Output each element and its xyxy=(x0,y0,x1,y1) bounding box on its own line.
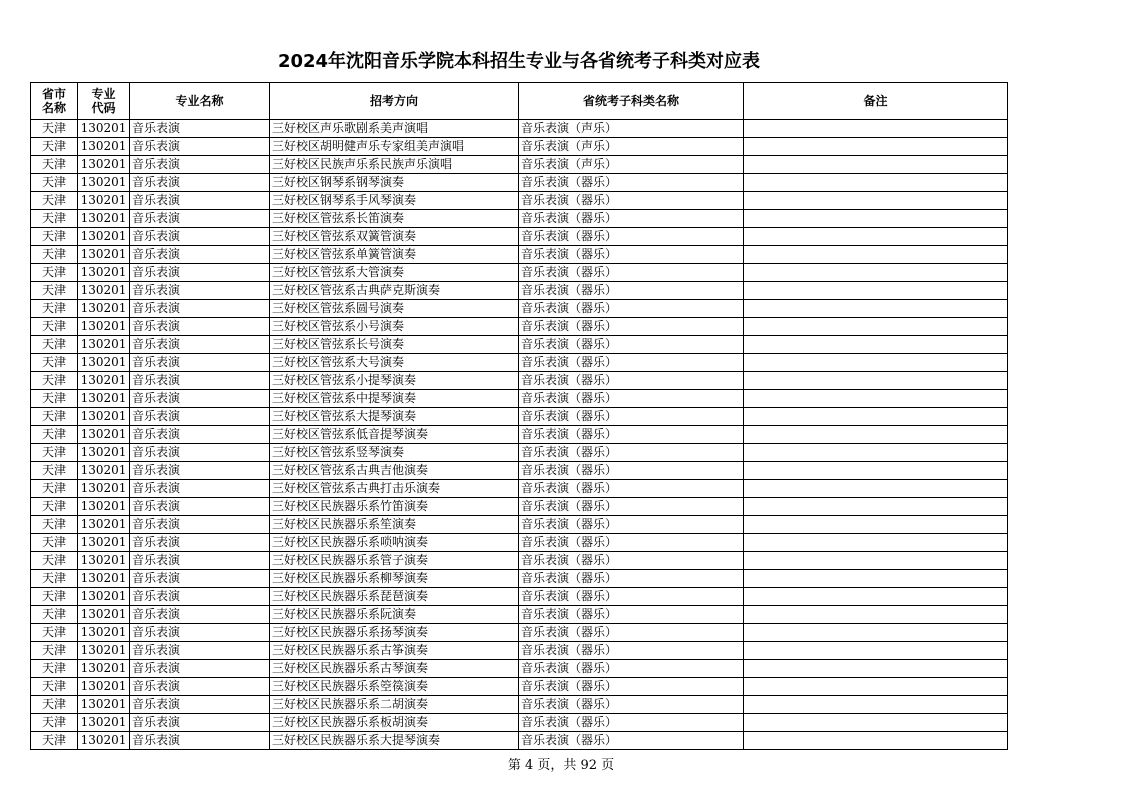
cell-category: 音乐表演（器乐） xyxy=(519,246,744,264)
cell-remark xyxy=(744,660,1008,678)
table-row xyxy=(31,174,1008,192)
cell-province: 天津 xyxy=(31,444,78,462)
cell-code: 130201 xyxy=(78,156,130,174)
cell-direction: 三好校区管弦系竖琴演奏 xyxy=(270,444,519,462)
cell-code: 130201 xyxy=(78,318,130,336)
table-row xyxy=(31,570,1008,588)
cell-direction: 三好校区管弦系双簧管演奏 xyxy=(270,228,519,246)
cell-major: 音乐表演 xyxy=(130,174,270,192)
cell-remark xyxy=(744,174,1008,192)
cell-province: 天津 xyxy=(31,678,78,696)
cell-direction: 三好校区钢琴系手风琴演奏 xyxy=(270,192,519,210)
table-row xyxy=(31,228,1008,246)
cell-code: 130201 xyxy=(78,426,130,444)
cell-major: 音乐表演 xyxy=(130,282,270,300)
cell-category: 音乐表演（器乐） xyxy=(519,282,744,300)
cell-major: 音乐表演 xyxy=(130,426,270,444)
cell-category: 音乐表演（器乐） xyxy=(519,480,744,498)
cell-direction: 三好校区管弦系小号演奏 xyxy=(270,318,519,336)
cell-category: 音乐表演（器乐） xyxy=(519,678,744,696)
cell-remark xyxy=(744,588,1008,606)
cell-direction: 三好校区管弦系大管演奏 xyxy=(270,264,519,282)
cell-remark xyxy=(744,282,1008,300)
table-row xyxy=(31,552,1008,570)
cell-major: 音乐表演 xyxy=(130,228,270,246)
cell-category: 音乐表演（器乐） xyxy=(519,228,744,246)
cell-direction: 三好校区管弦系长笛演奏 xyxy=(270,210,519,228)
table-row xyxy=(31,642,1008,660)
cell-province: 天津 xyxy=(31,210,78,228)
cell-remark xyxy=(744,444,1008,462)
cell-remark xyxy=(744,696,1008,714)
cell-direction: 三好校区民族器乐系板胡演奏 xyxy=(270,714,519,732)
cell-major: 音乐表演 xyxy=(130,696,270,714)
table-row xyxy=(31,300,1008,318)
cell-province: 天津 xyxy=(31,516,78,534)
cell-category: 音乐表演（器乐） xyxy=(519,498,744,516)
page-footer: 第 4 页，共 92 页 xyxy=(507,758,615,773)
cell-province: 天津 xyxy=(31,318,78,336)
cell-province: 天津 xyxy=(31,300,78,318)
cell-major: 音乐表演 xyxy=(130,714,270,732)
cell-major: 音乐表演 xyxy=(130,408,270,426)
cell-remark xyxy=(744,714,1008,732)
table-row xyxy=(31,192,1008,210)
cell-remark xyxy=(744,516,1008,534)
cell-major: 音乐表演 xyxy=(130,354,270,372)
cell-remark xyxy=(744,246,1008,264)
cell-major: 音乐表演 xyxy=(130,606,270,624)
table-row xyxy=(31,444,1008,462)
cell-category: 音乐表演（声乐） xyxy=(519,138,744,156)
cell-direction: 三好校区民族器乐系古琴演奏 xyxy=(270,660,519,678)
cell-province: 天津 xyxy=(31,192,78,210)
cell-major: 音乐表演 xyxy=(130,246,270,264)
cell-code: 130201 xyxy=(78,516,130,534)
cell-code: 130201 xyxy=(78,570,130,588)
cell-remark xyxy=(744,336,1008,354)
table-row xyxy=(31,354,1008,372)
table-row xyxy=(31,498,1008,516)
cell-code: 130201 xyxy=(78,372,130,390)
cell-direction: 三好校区民族器乐系柳琴演奏 xyxy=(270,570,519,588)
cell-direction: 三好校区管弦系长号演奏 xyxy=(270,336,519,354)
cell-direction: 三好校区管弦系古典吉他演奏 xyxy=(270,462,519,480)
cell-direction: 三好校区管弦系低音提琴演奏 xyxy=(270,426,519,444)
cell-category: 音乐表演（器乐） xyxy=(519,426,744,444)
cell-remark xyxy=(744,480,1008,498)
cell-code: 130201 xyxy=(78,408,130,426)
cell-remark xyxy=(744,192,1008,210)
cell-code: 130201 xyxy=(78,624,130,642)
cell-category: 音乐表演（器乐） xyxy=(519,570,744,588)
cell-code: 130201 xyxy=(78,192,130,210)
cell-major: 音乐表演 xyxy=(130,192,270,210)
header-category: 省统考子科类名称 xyxy=(519,83,744,120)
admission-table xyxy=(30,82,1008,750)
cell-direction: 三好校区胡明健声乐专家组美声演唱 xyxy=(270,138,519,156)
cell-direction: 三好校区民族器乐系二胡演奏 xyxy=(270,696,519,714)
cell-remark xyxy=(744,552,1008,570)
cell-province: 天津 xyxy=(31,264,78,282)
cell-major: 音乐表演 xyxy=(130,498,270,516)
table-row xyxy=(31,138,1008,156)
table-row xyxy=(31,588,1008,606)
cell-province: 天津 xyxy=(31,534,78,552)
cell-code: 130201 xyxy=(78,138,130,156)
table-row xyxy=(31,336,1008,354)
cell-province: 天津 xyxy=(31,588,78,606)
header-code-line2: 代码 xyxy=(91,101,116,115)
table-row xyxy=(31,264,1008,282)
cell-major: 音乐表演 xyxy=(130,210,270,228)
header-province-line2: 名称 xyxy=(41,101,66,115)
cell-direction: 三好校区管弦系大号演奏 xyxy=(270,354,519,372)
cell-province: 天津 xyxy=(31,336,78,354)
table-row xyxy=(31,462,1008,480)
header-province-line1: 省市 xyxy=(41,87,66,101)
header-direction: 招考方向 xyxy=(270,83,519,120)
cell-direction: 三好校区管弦系大提琴演奏 xyxy=(270,408,519,426)
cell-direction: 三好校区管弦系圆号演奏 xyxy=(270,300,519,318)
table-row xyxy=(31,696,1008,714)
cell-major: 音乐表演 xyxy=(130,336,270,354)
cell-code: 130201 xyxy=(78,462,130,480)
cell-major: 音乐表演 xyxy=(130,570,270,588)
cell-code: 130201 xyxy=(78,120,130,138)
cell-major: 音乐表演 xyxy=(130,138,270,156)
header-province xyxy=(31,83,78,120)
cell-remark xyxy=(744,318,1008,336)
table-row xyxy=(31,516,1008,534)
cell-category: 音乐表演（器乐） xyxy=(519,354,744,372)
cell-remark xyxy=(744,264,1008,282)
cell-code: 130201 xyxy=(78,696,130,714)
cell-category: 音乐表演（器乐） xyxy=(519,624,744,642)
cell-code: 130201 xyxy=(78,498,130,516)
cell-province: 天津 xyxy=(31,714,78,732)
cell-category: 音乐表演（器乐） xyxy=(519,696,744,714)
cell-major: 音乐表演 xyxy=(130,264,270,282)
cell-direction: 三好校区声乐歌剧系美声演唱 xyxy=(270,120,519,138)
cell-province: 天津 xyxy=(31,372,78,390)
cell-category: 音乐表演（器乐） xyxy=(519,732,744,750)
table-row xyxy=(31,732,1008,750)
cell-direction: 三好校区管弦系古典萨克斯演奏 xyxy=(270,282,519,300)
cell-direction: 三好校区民族器乐系箜篌演奏 xyxy=(270,678,519,696)
cell-major: 音乐表演 xyxy=(130,444,270,462)
cell-major: 音乐表演 xyxy=(130,390,270,408)
cell-major: 音乐表演 xyxy=(130,516,270,534)
table-row xyxy=(31,426,1008,444)
cell-direction: 三好校区管弦系中提琴演奏 xyxy=(270,390,519,408)
header-code xyxy=(78,83,130,120)
cell-category: 音乐表演（器乐） xyxy=(519,264,744,282)
cell-province: 天津 xyxy=(31,174,78,192)
cell-category: 音乐表演（器乐） xyxy=(519,174,744,192)
cell-category: 音乐表演（器乐） xyxy=(519,318,744,336)
cell-remark xyxy=(744,462,1008,480)
cell-major: 音乐表演 xyxy=(130,372,270,390)
cell-remark xyxy=(744,426,1008,444)
cell-code: 130201 xyxy=(78,642,130,660)
cell-remark xyxy=(744,210,1008,228)
cell-direction: 三好校区钢琴系钢琴演奏 xyxy=(270,174,519,192)
cell-remark xyxy=(744,498,1008,516)
table-row xyxy=(31,624,1008,642)
cell-category: 音乐表演（声乐） xyxy=(519,120,744,138)
cell-province: 天津 xyxy=(31,228,78,246)
cell-remark xyxy=(744,624,1008,642)
cell-major: 音乐表演 xyxy=(130,588,270,606)
cell-code: 130201 xyxy=(78,264,130,282)
table-row xyxy=(31,246,1008,264)
cell-code: 130201 xyxy=(78,228,130,246)
cell-category: 音乐表演（器乐） xyxy=(519,516,744,534)
cell-major: 音乐表演 xyxy=(130,318,270,336)
cell-major: 音乐表演 xyxy=(130,534,270,552)
cell-province: 天津 xyxy=(31,696,78,714)
cell-direction: 三好校区管弦系古典打击乐演奏 xyxy=(270,480,519,498)
cell-category: 音乐表演（器乐） xyxy=(519,444,744,462)
cell-major: 音乐表演 xyxy=(130,480,270,498)
cell-remark xyxy=(744,228,1008,246)
cell-code: 130201 xyxy=(78,246,130,264)
cell-direction: 三好校区民族器乐系笙演奏 xyxy=(270,516,519,534)
page-title: 2024年沈阳音乐学院本科招生专业与各省统考子科类对应表 xyxy=(277,51,761,72)
cell-code: 130201 xyxy=(78,732,130,750)
cell-province: 天津 xyxy=(31,156,78,174)
cell-remark xyxy=(744,138,1008,156)
cell-remark xyxy=(744,156,1008,174)
cell-code: 130201 xyxy=(78,444,130,462)
cell-province: 天津 xyxy=(31,282,78,300)
cell-code: 130201 xyxy=(78,300,130,318)
cell-direction: 三好校区民族器乐系大提琴演奏 xyxy=(270,732,519,750)
cell-direction: 三好校区民族器乐系阮演奏 xyxy=(270,606,519,624)
cell-province: 天津 xyxy=(31,624,78,642)
cell-remark xyxy=(744,606,1008,624)
cell-category: 音乐表演（器乐） xyxy=(519,390,744,408)
table-row xyxy=(31,282,1008,300)
cell-major: 音乐表演 xyxy=(130,624,270,642)
cell-province: 天津 xyxy=(31,552,78,570)
cell-remark xyxy=(744,390,1008,408)
header-row xyxy=(31,83,1008,120)
cell-province: 天津 xyxy=(31,408,78,426)
table-row xyxy=(31,390,1008,408)
cell-major: 音乐表演 xyxy=(130,156,270,174)
cell-province: 天津 xyxy=(31,732,78,750)
header-code-line1: 专业 xyxy=(91,87,116,101)
cell-direction: 三好校区民族器乐系琵琶演奏 xyxy=(270,588,519,606)
cell-code: 130201 xyxy=(78,588,130,606)
table-row xyxy=(31,606,1008,624)
cell-direction: 三好校区民族器乐系扬琴演奏 xyxy=(270,624,519,642)
table-row xyxy=(31,318,1008,336)
cell-province: 天津 xyxy=(31,480,78,498)
cell-code: 130201 xyxy=(78,606,130,624)
table-row xyxy=(31,408,1008,426)
cell-code: 130201 xyxy=(78,174,130,192)
cell-province: 天津 xyxy=(31,390,78,408)
cell-remark xyxy=(744,300,1008,318)
cell-province: 天津 xyxy=(31,642,78,660)
cell-major: 音乐表演 xyxy=(130,552,270,570)
cell-remark xyxy=(744,354,1008,372)
cell-category: 音乐表演（器乐） xyxy=(519,588,744,606)
header-major: 专业名称 xyxy=(130,83,270,120)
table-row xyxy=(31,210,1008,228)
cell-category: 音乐表演（器乐） xyxy=(519,642,744,660)
table-row xyxy=(31,372,1008,390)
cell-code: 130201 xyxy=(78,660,130,678)
cell-category: 音乐表演（器乐） xyxy=(519,372,744,390)
header-remark: 备注 xyxy=(744,83,1008,120)
cell-direction: 三好校区管弦系小提琴演奏 xyxy=(270,372,519,390)
cell-province: 天津 xyxy=(31,426,78,444)
table-row xyxy=(31,678,1008,696)
cell-major: 音乐表演 xyxy=(130,642,270,660)
cell-major: 音乐表演 xyxy=(130,660,270,678)
cell-remark xyxy=(744,408,1008,426)
table-row xyxy=(31,156,1008,174)
cell-remark xyxy=(744,678,1008,696)
cell-direction: 三好校区民族器乐系唢呐演奏 xyxy=(270,534,519,552)
cell-province: 天津 xyxy=(31,462,78,480)
cell-code: 130201 xyxy=(78,552,130,570)
cell-remark xyxy=(744,534,1008,552)
cell-major: 音乐表演 xyxy=(130,300,270,318)
cell-category: 音乐表演（器乐） xyxy=(519,534,744,552)
cell-category: 音乐表演（器乐） xyxy=(519,408,744,426)
cell-province: 天津 xyxy=(31,138,78,156)
cell-province: 天津 xyxy=(31,606,78,624)
cell-code: 130201 xyxy=(78,678,130,696)
cell-province: 天津 xyxy=(31,660,78,678)
cell-major: 音乐表演 xyxy=(130,732,270,750)
cell-province: 天津 xyxy=(31,354,78,372)
cell-category: 音乐表演（器乐） xyxy=(519,462,744,480)
cell-category: 音乐表演（声乐） xyxy=(519,156,744,174)
cell-province: 天津 xyxy=(31,498,78,516)
cell-major: 音乐表演 xyxy=(130,678,270,696)
cell-direction: 三好校区民族声乐系民族声乐演唱 xyxy=(270,156,519,174)
table-row xyxy=(31,660,1008,678)
cell-code: 130201 xyxy=(78,534,130,552)
table-row xyxy=(31,714,1008,732)
cell-category: 音乐表演（器乐） xyxy=(519,336,744,354)
table-row xyxy=(31,534,1008,552)
cell-category: 音乐表演（器乐） xyxy=(519,300,744,318)
cell-code: 130201 xyxy=(78,480,130,498)
cell-code: 130201 xyxy=(78,336,130,354)
cell-category: 音乐表演（器乐） xyxy=(519,714,744,732)
table-row xyxy=(31,120,1008,138)
cell-category: 音乐表演（器乐） xyxy=(519,660,744,678)
cell-category: 音乐表演（器乐） xyxy=(519,210,744,228)
cell-remark xyxy=(744,120,1008,138)
cell-province: 天津 xyxy=(31,246,78,264)
cell-direction: 三好校区民族器乐系管子演奏 xyxy=(270,552,519,570)
table-row xyxy=(31,480,1008,498)
cell-category: 音乐表演（器乐） xyxy=(519,606,744,624)
cell-category: 音乐表演（器乐） xyxy=(519,192,744,210)
cell-province: 天津 xyxy=(31,120,78,138)
cell-direction: 三好校区民族器乐系古筝演奏 xyxy=(270,642,519,660)
cell-major: 音乐表演 xyxy=(130,120,270,138)
cell-remark xyxy=(744,642,1008,660)
cell-remark xyxy=(744,372,1008,390)
cell-remark xyxy=(744,570,1008,588)
cell-direction: 三好校区民族器乐系竹笛演奏 xyxy=(270,498,519,516)
cell-direction: 三好校区管弦系单簧管演奏 xyxy=(270,246,519,264)
cell-remark xyxy=(744,732,1008,750)
cell-code: 130201 xyxy=(78,390,130,408)
cell-code: 130201 xyxy=(78,282,130,300)
cell-code: 130201 xyxy=(78,714,130,732)
cell-code: 130201 xyxy=(78,210,130,228)
cell-major: 音乐表演 xyxy=(130,462,270,480)
table-body xyxy=(31,120,1008,750)
cell-category: 音乐表演（器乐） xyxy=(519,552,744,570)
cell-province: 天津 xyxy=(31,570,78,588)
cell-code: 130201 xyxy=(78,354,130,372)
